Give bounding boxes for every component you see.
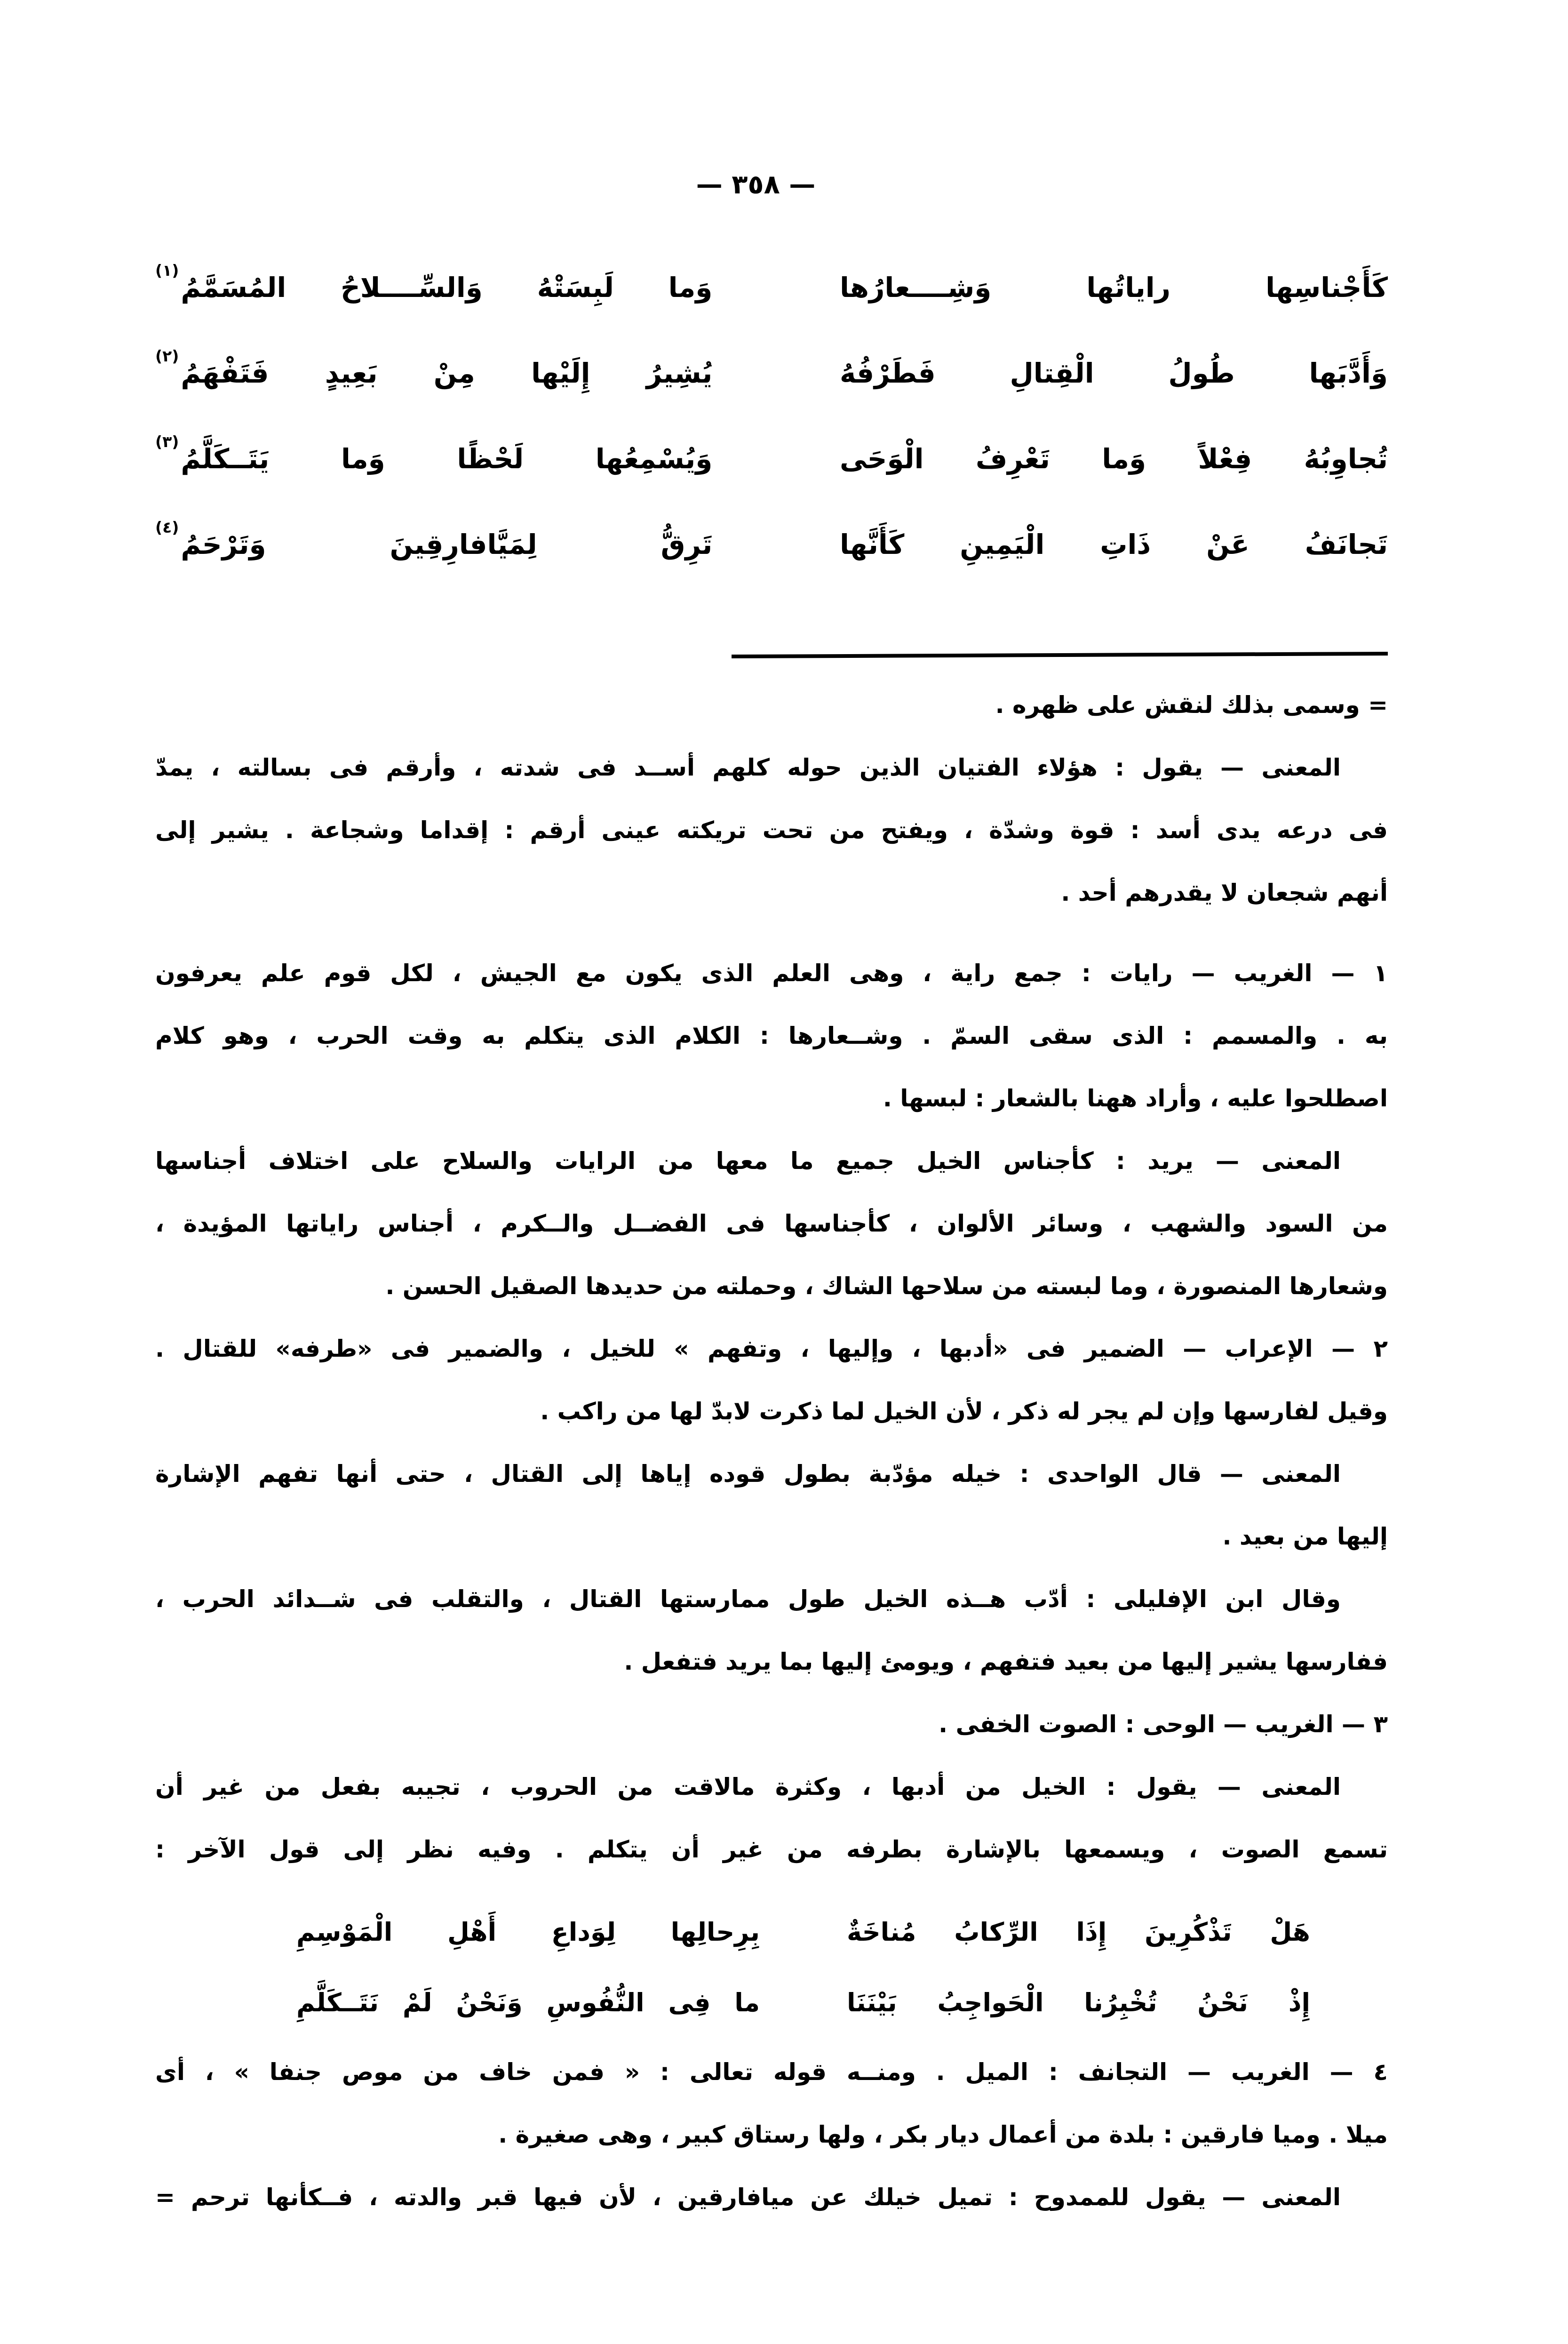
footnote-line: المعنى — قال الواحدى : خيله مؤدّبة بطول قوده إياها إلى القتال ، حتى أنها تفهم الإشارة <box>155 1460 1341 1488</box>
verse-left-group <box>155 261 713 304</box>
poem-verse <box>155 502 1388 587</box>
footnote-line: المعنى — يقول : الخيل من أدبها ، وكثرة مالاقت من الحروب ، تجيبه بفعل من غير أن <box>155 1773 1341 1800</box>
footnote-line: وقيل لفارسها وإن لم يجر له ذكر ، لأن الخيل لما ذكرت لابدّ لها من راكب . <box>540 1398 1388 1425</box>
verse-left-group <box>155 432 713 475</box>
footnote-line: المعنى — يريد : كأجناس الخيل جميع ما معها من الرايات والسلاح على اختلاف أجناسها <box>155 1147 1341 1175</box>
footnote-line: أنهم شجعان لا يقدرهم أحد . <box>1061 879 1388 906</box>
verse-left-group <box>155 347 713 389</box>
verse-left-hemistich: تَرِقُّ لِمَيَّافارِقِينَ وَتَرْحَمُ <box>181 528 713 560</box>
verse-right-hemistich: كَأَجْناسِها راياتُها وَشِــــعارُها <box>840 272 1388 304</box>
quoted-poem <box>155 1897 1388 2038</box>
footnote-line: به . والمسمم : الذى سقى السمّ . وشــعارها : الكلام الذى يتكلم به وقت الحرب ، وهو كلام <box>155 1022 1388 1049</box>
quoted-verse-left-hemistich: بِرِحالِها لِوَداعِ أَهْلِ الْمَوْسِمِ <box>296 1917 760 1947</box>
poem-verse <box>155 330 1388 416</box>
quoted-verse-left-hemistich: ما فِى النُّفُوسِ وَنَحْنُ لَمْ نَتَــكَلَّمِ <box>296 1988 760 2017</box>
verse-left-group <box>155 518 713 560</box>
verse-right-hemistich: وَأَدَّبَها طُولُ الْقِتالِ فَطَرْفُهُ <box>840 357 1388 389</box>
footnotes-section <box>155 674 1388 2229</box>
quoted-verse <box>296 1897 1310 1968</box>
verse-right-hemistich: تَجانَفُ عَنْ ذَاتِ الْيَمِينِ كَأَنَّها <box>840 528 1388 560</box>
footnote-line: إليها من بعيد . <box>1222 1523 1388 1550</box>
footnote-line: المعنى — يقول : هؤلاء الفتيان الذين حوله كلهم أســد فى شدته ، وأرقم فى بسالته ، يمدّ <box>155 754 1341 781</box>
footnote-line: = وسمى بذلك لنقش على ظهره . <box>995 691 1388 719</box>
footnote-ref-marker: (١) <box>155 261 179 280</box>
poem-section <box>155 245 1388 587</box>
footnote-line: اصطلحوا عليه ، وأراد ههنا بالشعار : لبسها . <box>883 1085 1388 1112</box>
footnote-ref-marker: (٣) <box>155 432 179 451</box>
quoted-verse <box>296 1968 1310 2038</box>
footnote-line: وقال ابن الإفليلى : أدّب هــذه الخيل طول ممارستها القتال ، والتقلب فى شــدائد الحرب ، <box>155 1585 1341 1613</box>
footnote-line: وشعارها المنصورة ، وما لبسته من سلاحها الشاك ، وحملته من حديدها الصقيل الحسن . <box>385 1272 1388 1300</box>
quoted-verse-right-hemistich: هَلْ تَذْكُرِينَ إِذَا الرِّكابُ مُناخَةٌ <box>847 1917 1310 1947</box>
text-block <box>155 245 1388 2229</box>
verse-left-hemistich: وَيُسْمِعُها لَحْظًا وَما يَتَــكَلَّمُ <box>181 443 713 475</box>
footnote-line: ٤ — الغريب — التجانف : الميل . ومنــه قوله تعالى : « فمن خاف من موص جنفا » ، أى <box>155 2058 1388 2086</box>
footnote-ref-marker: (٤) <box>155 518 179 536</box>
page-number: — ٣٥٨ — <box>696 169 816 200</box>
footnote-ref-marker: (٢) <box>155 347 179 365</box>
footnote-separator <box>732 652 1388 658</box>
footnote-line: ففارسها يشير إليها من بعيد فتفهم ، ويومئ إليها بما يريد فتفعل . <box>624 1648 1388 1675</box>
footnote-line: ٢ — الإعراب — الضمير فى «أدبها ، وإليها ، وتفهم » للخيل ، والضمير فى «طرفه» للقتال . <box>155 1335 1388 1362</box>
poem-verse <box>155 245 1388 330</box>
footnote-line: ١ — الغريب — رايات : جمع راية ، وهى العلم الذى يكون مع الجيش ، لكل قوم علم يعرفون <box>155 960 1388 987</box>
footnote-line: المعنى — يقول للممدوح : تميل خيلك عن ميافارقين ، لأن فيها قبر والدته ، فــكأنها ترحم = <box>155 2184 1341 2211</box>
quoted-verse-right-hemistich: إِذْ نَحْنُ تُخْبِرُنا الْحَواجِبُ بَيْنَنَا <box>847 1988 1310 2017</box>
verse-left-hemistich: يُشِيرُ إِلَيْها مِنْ بَعِيدٍ فَتَفْهَمُ <box>181 357 713 389</box>
footnote-line: فى درعه يدى أسد : قوة وشدّة ، ويفتح من تحت تريكته عينى أرقم : إقداما وشجاعة . يشير إلى <box>155 816 1388 844</box>
footnote-line: من السود والشهب ، وسائر الألوان ، كأجناسها فى الفضــل والــكرم ، أجناس راياتها المؤيدة ، <box>155 1210 1388 1237</box>
footnote-line: تسمع الصوت ، ويسمعها بالإشارة بطرفه من غير أن يتكلم . وفيه نظر إلى قول الآخر : <box>155 1836 1388 1863</box>
verse-right-hemistich: تُجاوِبُهُ فِعْلاً وَما تَعْرِفُ الْوَحَى <box>840 443 1388 475</box>
footnote-line: ميلا . وميا فارقين : بلدة من أعمال ديار بكر ، ولها رستاق كبير ، وهى صغيرة . <box>498 2121 1388 2148</box>
poem-verse <box>155 416 1388 502</box>
verse-left-hemistich: وَما لَبِسَتْهُ وَالسِّــــلاحُ المُسَمَّمُ <box>181 272 713 304</box>
footnote-line: ٣ — الغريب — الوحى : الصوت الخفى . <box>939 1711 1388 1738</box>
